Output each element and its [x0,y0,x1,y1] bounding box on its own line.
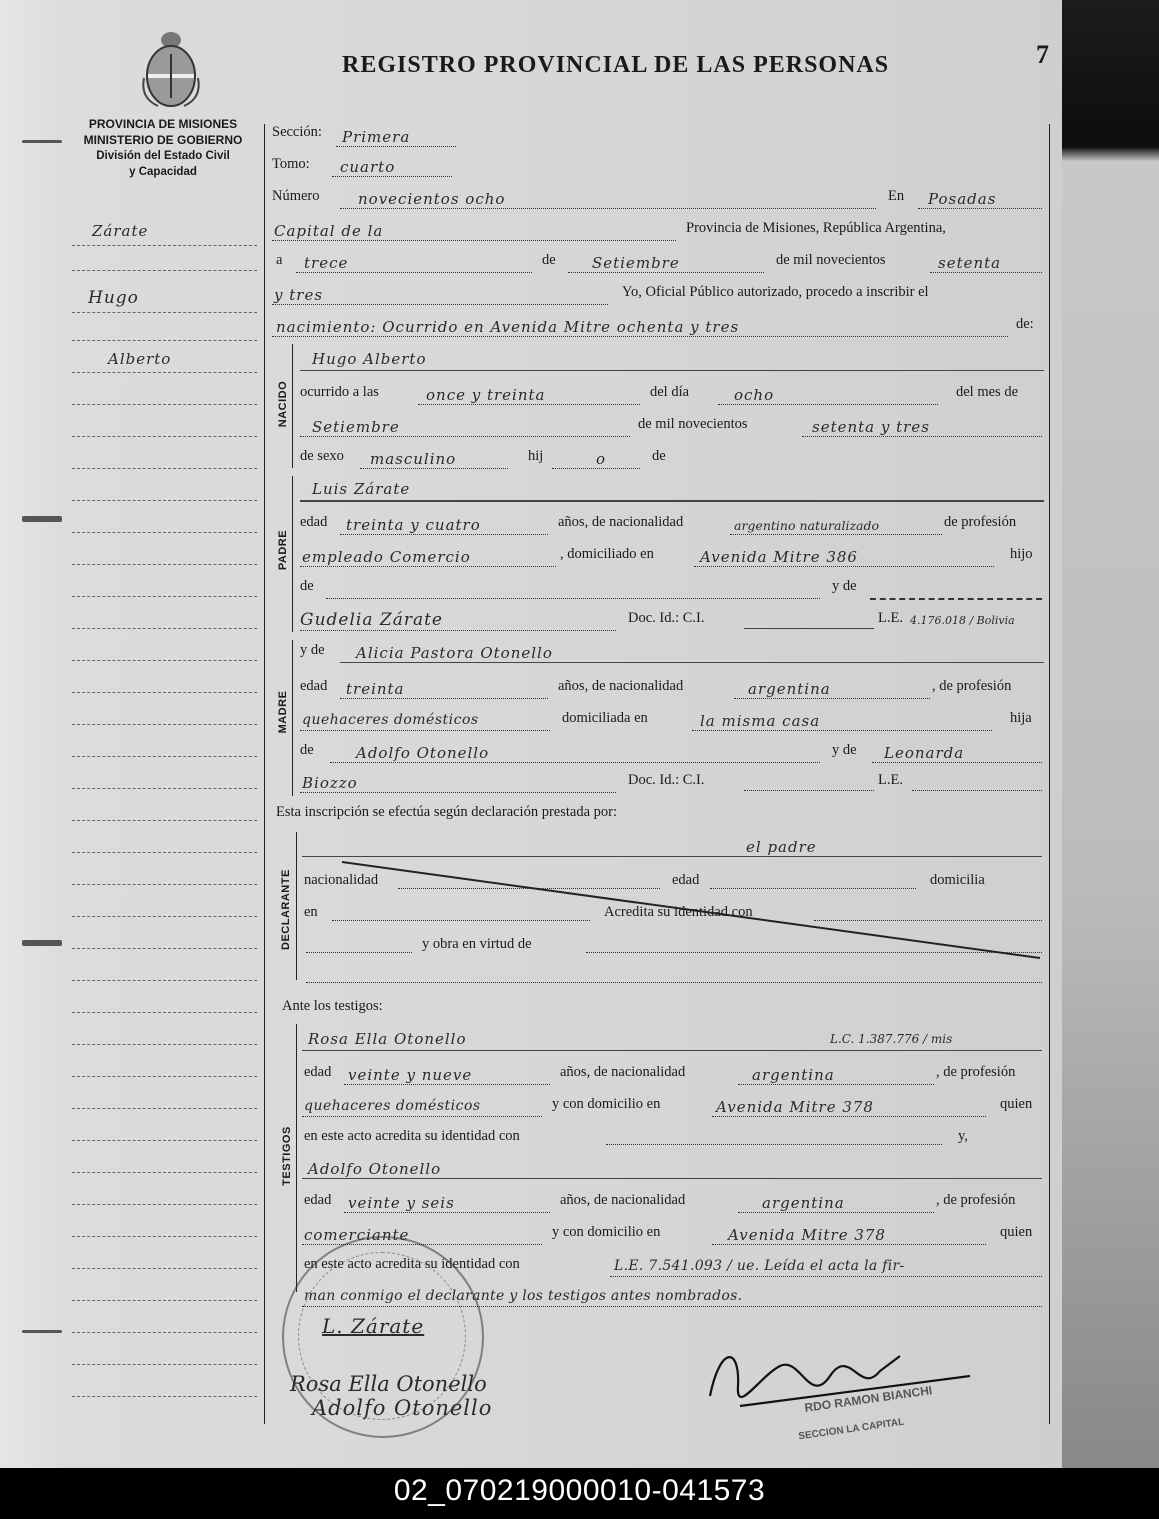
margin-rule [72,628,257,629]
del-mes-label: del mes de [956,384,1019,400]
declarante-edad-label: edad [672,872,700,888]
nacido-name-line [300,370,1044,371]
testigos-bracket [296,1024,297,1292]
margin-rule [72,916,257,917]
hij-label: hij [528,448,544,464]
margin-rule [72,660,257,661]
nacido-de-label: de [652,448,666,464]
tomo-line [332,176,452,177]
nacido-label: NACIDO [277,380,289,428]
anio-line [802,436,1042,437]
ocurrido-label: ocurrido a las [300,384,379,400]
margin-rule [72,500,257,501]
binding-mark [22,1330,62,1333]
madre-doc-line [744,790,874,791]
seccion-line [336,146,456,147]
year-line [930,272,1042,273]
declarante-en-label: en [304,904,318,920]
t1-edad: veinte y nueve [348,1066,473,1084]
madre-dom-label: domiciliada en [562,710,648,726]
margin-rule [72,404,257,405]
madre-mother-value-2: Biozzo [302,774,358,792]
declarante-obra-label: y obra en virtud de [422,936,532,952]
t1-doc: L.C. 1.387.776 / mis [830,1032,953,1046]
madre-name: Alicia Pastora Otonello [356,644,553,662]
madre-nac-value: argentina [748,680,831,698]
declarante-bracket [296,832,297,980]
declarante-label: DECLARANTE [280,869,292,950]
t2-prof: comerciante [304,1226,410,1244]
acto-value: nacimiento: Ocurrido en Avenida Mitre ochenta y tres [276,318,740,336]
padre-edad-label: edad [300,514,328,530]
main-left-rule [264,124,265,1424]
padre-prof-label: de profesión [944,514,1017,530]
t2-name-line [302,1178,1042,1179]
issuing-authority [70,116,256,180]
madre-mother-value: Leonarda [884,744,965,762]
en-label: En [888,188,905,204]
hij-value: o [596,450,607,468]
hora-line [418,404,640,405]
margin-rule [72,884,257,885]
madre-le-label: L.E. [878,772,903,788]
madre-edad-value: treinta [346,680,405,698]
margin-rule [72,1044,257,1045]
dia-line [718,404,938,405]
padre-le-label: L.E. [878,610,903,626]
t1-y-label: y, [958,1128,968,1144]
org-province: PROVINCIA DE MISIONES [88,117,238,131]
page-number: 7 [1036,40,1049,69]
madre-name-line [340,662,1044,663]
madre-nac-label: años, de nacionalidad [558,678,684,694]
margin-rule [72,532,257,533]
padre-dom-label: , domiciliado en [560,546,654,562]
padre-mother-value: Gudelia Zárate [300,610,443,630]
declarante-intro: Esta inscripción se efectúa según declaración prestada por: [276,804,618,820]
t2-edad-label: edad [304,1192,332,1208]
sexo-label: de sexo [300,448,344,464]
testigos-label: TESTIGOS [281,1126,293,1186]
madre-dom-value: la misma casa [700,712,821,730]
margin-rule [72,1108,257,1109]
month-value: Setiembre [592,254,680,272]
official-signature [700,1336,980,1426]
madre-hija-label: hija [1010,710,1032,726]
margin-rule [72,948,257,949]
signature-witness-2: Adolfo Otonello [312,1396,493,1420]
hora-value: once y treinta [426,386,546,404]
madre-bracket [292,640,293,796]
t2-nac: argentina [762,1194,845,1212]
madre-edad-label: edad [300,678,328,694]
padre-de-label: de [300,578,314,594]
margin-rule [72,468,257,469]
official-stamp-section: SECCION LA CAPITAL [797,1416,905,1443]
madre-nac-line [734,698,930,699]
t1-dom-line [712,1116,986,1117]
numero-label: Número [272,188,320,204]
t1-edad-line [344,1084,550,1085]
padre-hijo-label: hijo [1010,546,1033,562]
madre-father-line [330,762,820,763]
padre-name: Luis Zárate [312,480,411,498]
mil-text: de mil novecientos [776,252,886,268]
nacido-name: Hugo Alberto [312,350,427,368]
madre-y-de2-label: y de [832,742,857,758]
tomo-label: Tomo: [272,156,310,172]
margin-rule [72,820,257,821]
t2-acredita-label: en este acto acredita su identidad con [304,1256,520,1272]
padre-nac-line [730,534,942,535]
day-line [296,272,532,273]
t1-dom-label: y con domicilio en [552,1096,661,1112]
t1-quien-label: quien [1000,1096,1033,1112]
declarante-acredita-label: Acredita su identidad con [604,904,753,920]
place-line [272,240,676,241]
margin-rule [72,372,257,373]
padre-name-line [300,500,1044,502]
numero-value: novecientos ocho [358,190,506,208]
padre-nac-value: argentino naturalizado [734,518,880,533]
numero-line [340,208,876,209]
t2-dom-line [712,1244,986,1245]
t2-name: Adolfo Otonello [308,1160,442,1178]
month-line [568,272,764,273]
margin-rule [72,596,257,597]
padre-y-de-line [870,598,1042,600]
binding-mark [22,940,62,946]
a-label: a [276,252,283,268]
madre-doc-label: Doc. Id.: C.I. [628,772,705,788]
signature-declarante: L. Zárate [322,1314,425,1338]
t2-prof-label: , de profesión [936,1192,1016,1208]
declarante-value: el padre [746,838,817,856]
padre-nac-label: años, de nacionalidad [558,514,684,530]
margin-rule [72,1076,257,1077]
t1-nac-line [738,1084,934,1085]
t2-nac-label: años, de nacionalidad [560,1192,686,1208]
t1-name: Rosa Ella Otonello [308,1030,467,1048]
official-stamp-name: RDO RAMON BIANCHI [803,1383,934,1415]
anio-value: setenta y tres [812,418,930,436]
t2-dom: Avenida Mitre 378 [728,1226,886,1244]
testigos-intro: Ante los testigos: [282,998,383,1014]
margin-rule [72,312,257,313]
day-value: trece [304,254,349,272]
margin-rule [72,1172,257,1173]
margin-rule [72,692,257,693]
org-ministry: MINISTERIO DE GOBIERNO [83,133,243,147]
nacido-bracket [292,344,293,468]
year-value: setenta [938,254,1002,272]
padre-prof-line [300,566,556,567]
t1-prof: quehaceres domésticos [304,1098,481,1114]
madre-prof-label: , de profesión [932,678,1012,694]
t2-edad-line [344,1212,550,1213]
margin-rule [72,1204,257,1205]
t1-nac-label: años, de nacionalidad [560,1064,686,1080]
en-line [918,208,1042,209]
padre-label: PADRE [277,529,289,571]
de-colon: de: [1016,316,1034,332]
t2-nac-line [738,1212,934,1213]
margin-rule [72,1236,257,1237]
madre-edad-line [340,698,548,699]
t1-dom: Avenida Mitre 378 [716,1098,874,1116]
margin-rule [72,340,257,341]
declarante-value-line [302,856,1042,857]
t2-edad: veinte y seis [348,1194,455,1212]
madre-le-line [912,790,1042,791]
t1-edad-label: edad [304,1064,332,1080]
padre-de-line [326,598,820,599]
padre-y-de-label: y de [832,578,857,594]
padre-edad-line [340,534,548,535]
madre-prof-line [300,730,550,731]
signature-witness-1: Rosa Ella Otonello [290,1372,487,1396]
declarante-nac-label: nacionalidad [304,872,379,888]
t1-prof-label: , de profesión [936,1064,1016,1080]
declarante-extra-line [306,982,1042,983]
oficial-text: Yo, Oficial Público autorizado, procedo a inscribir el [622,284,929,300]
madre-prof-value: quehaceres domésticos [302,712,479,728]
mes-value: Setiembre [312,418,400,436]
margin-rule [72,756,257,757]
margin-rule [72,1332,257,1333]
sexo-value: masculino [370,450,457,468]
margin-rule [72,1268,257,1269]
t2-quien-label: quien [1000,1224,1033,1240]
declarante-strike-line [340,860,1042,960]
margin-rule [72,1012,257,1013]
padre-edad-value: treinta y cuatro [346,516,481,534]
madre-mother2-line [300,792,616,793]
en-value: Posadas [928,190,997,208]
padre-mother-line [300,630,616,631]
acto-line [272,336,1008,337]
margin-rule [72,788,257,789]
hij-line [552,468,640,469]
padre-dom-line [694,566,994,567]
coat-of-arms-emblem [138,28,204,110]
t2-doc-line [610,1276,1042,1277]
padre-doc-label: Doc. Id.: C.I. [628,610,705,626]
margin-rule [72,1364,257,1365]
t1-name-line [302,1050,1042,1051]
madre-y-de-label: y de [300,642,325,658]
document-title: REGISTRO PROVINCIAL DE LAS PERSONAS [342,52,890,78]
closing-line: man conmigo el declarante y los testigos antes nombrados. [304,1288,743,1304]
de-label: de [542,252,556,268]
org-division-2: y Capacidad [129,166,197,178]
margin-rule [72,1396,257,1397]
margin-surname: Zárate [92,222,149,240]
seccion-value: Primera [342,128,411,146]
binding-mark [22,516,62,522]
del-dia-label: del día [650,384,690,400]
mes-line [300,436,630,437]
margin-first-name: Hugo [88,288,139,308]
margin-rule [72,564,257,565]
t2-dom-label: y con domicilio en [552,1224,661,1240]
year-value-2: y tres [274,286,324,304]
padre-le-value: 4.176.018 / Bolivia [910,614,1015,627]
margin-rule [72,436,257,437]
scan-edge [1062,0,1159,1468]
dia-value: ocho [734,386,775,404]
madre-mother-line [872,762,1042,763]
t1-nac: argentina [752,1066,835,1084]
margin-rule [72,724,257,725]
org-division: División del Estado Civil [96,150,230,162]
declarante-dom-label: domicilia [930,872,985,888]
nacido-mil-text: de mil novecientos [638,416,748,432]
margin-rule [72,980,257,981]
t2-doc: L.E. 7.541.093 / ue. Leída el acta la fir- [614,1258,905,1274]
tomo-value: cuarto [340,158,396,176]
margin-rule [72,270,257,271]
provincia-text: Provincia de Misiones, República Argentina, [686,220,946,236]
padre-prof-value: empleado Comercio [302,548,471,566]
padre-dom-value: Avenida Mitre 386 [700,548,858,566]
madre-label: MADRE [277,690,289,734]
margin-middle-name: Alberto [108,350,172,368]
margin-rule [72,852,257,853]
margin-rule [72,245,257,246]
padre-bracket [292,476,293,632]
madre-de-label: de [300,742,314,758]
margin-rule [72,1140,257,1141]
padre-doc-line [744,628,874,629]
binding-mark [22,140,62,143]
margin-rule [72,1300,257,1301]
madre-father-value: Adolfo Otonello [356,744,490,762]
place-value: Capital de la [274,222,384,240]
t1-prof-line [302,1116,542,1117]
year2-line [272,304,608,305]
seccion-label: Sección: [272,124,322,140]
sexo-line [360,468,508,469]
scan-id-footer: 02_070219000010-041573 [0,1468,1159,1519]
t1-acredita-label: en este acto acredita su identidad con [304,1128,520,1144]
madre-dom-line [692,730,992,731]
t1-acredita-line [606,1144,942,1145]
main-right-rule [1049,124,1050,1424]
